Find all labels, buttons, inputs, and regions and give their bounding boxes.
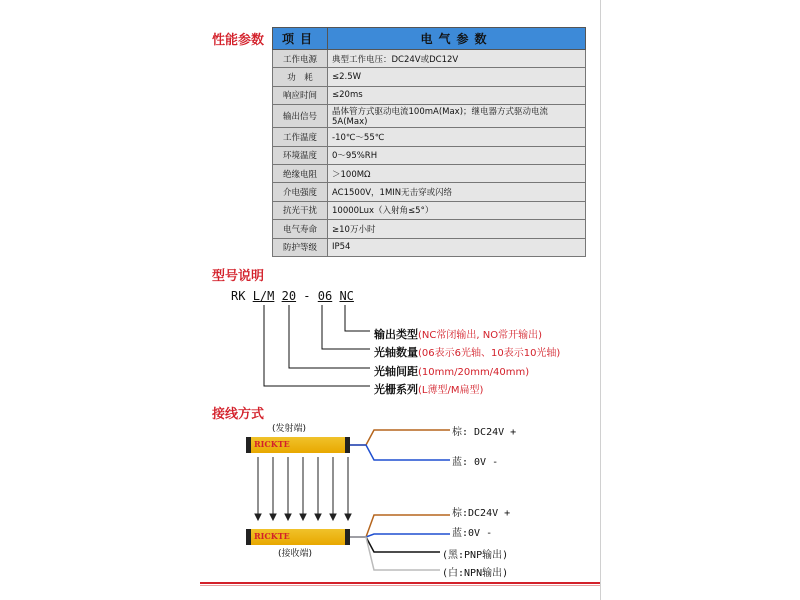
model-part-count: 06 bbox=[317, 289, 333, 303]
table-cell-value: ≤2.5W bbox=[328, 68, 586, 86]
table-cell-item: 工作电源 bbox=[273, 50, 328, 68]
receiver-brand: RICKTE bbox=[254, 531, 290, 541]
model-item-count-name: 光轴数量 bbox=[374, 346, 418, 359]
bottom-accent-line-light bbox=[200, 585, 600, 586]
model-part-output: NC bbox=[339, 289, 354, 303]
receiver-bar-left-cap bbox=[246, 529, 251, 545]
table-cell-item: 输出信号 bbox=[273, 105, 328, 128]
model-part-series: L/M bbox=[252, 289, 275, 303]
emitter-label: (发射端) bbox=[272, 424, 307, 434]
bottom-accent-line bbox=[200, 582, 600, 584]
table-cell-value: 典型工作电压：DC24V或DC12V bbox=[328, 50, 586, 68]
table-cell-value: ≥10万小时 bbox=[328, 220, 586, 238]
emitter-wire-brown: 棕: DC24V + bbox=[452, 427, 517, 438]
table-cell-item: 工作温度 bbox=[273, 128, 328, 146]
table-cell-value: 晶体管方式驱动电流100mA(Max)；继电器方式驱动电流5A(Max) bbox=[328, 105, 586, 128]
receiver-bar bbox=[246, 529, 350, 545]
receiver-label: (接收端) bbox=[278, 549, 313, 559]
model-part-spacing: 20 bbox=[281, 289, 297, 303]
model-item-spacing-name: 光轴间距 bbox=[374, 365, 418, 378]
receiver-wire-brown: 棕:DC24V + bbox=[452, 508, 511, 519]
table-cell-value: IP54 bbox=[328, 238, 586, 256]
section-title-performance: 性能参数 bbox=[212, 33, 265, 48]
table-header-params: 电气参数 bbox=[328, 28, 586, 50]
table-cell-item: 绝缘电阻 bbox=[273, 164, 328, 182]
table-cell-item: 环境温度 bbox=[273, 146, 328, 164]
model-item-output-name: 输出类型 bbox=[374, 328, 418, 341]
model-item-series-name: 光栅系列 bbox=[374, 383, 418, 396]
table-cell-item: 功 耗 bbox=[273, 68, 328, 86]
model-item-series-desc: (L薄型/M扁型) bbox=[418, 385, 484, 396]
table-cell-value: AC1500V，1MIN无击穿或闪络 bbox=[328, 183, 586, 201]
model-item-spacing-desc: (10mm/20mm/40mm) bbox=[418, 367, 530, 378]
table-cell-item: 介电强度 bbox=[273, 183, 328, 201]
table-cell-item: 防护等级 bbox=[273, 238, 328, 256]
page-divider-line bbox=[600, 0, 601, 600]
table-cell-item: 响应时间 bbox=[273, 86, 328, 104]
model-part-prefix: RK bbox=[231, 289, 246, 303]
section-title-wiring: 接线方式 bbox=[212, 407, 265, 422]
model-item-output-desc: (NC常闭输出, NO常开输出) bbox=[418, 330, 542, 341]
receiver-wire-blue: 蓝:0V - bbox=[452, 528, 493, 539]
emitter-wire-blue: 蓝: 0V - bbox=[452, 457, 499, 468]
table-cell-item: 抗光干扰 bbox=[273, 201, 328, 219]
table-cell-value: -10℃～55℃ bbox=[328, 128, 586, 146]
table-cell-value: ≤20ms bbox=[328, 86, 586, 104]
table-header-item: 项目 bbox=[273, 28, 328, 50]
model-item-count-desc: (06表示6光轴、10表示10光轴) bbox=[418, 348, 561, 359]
model-part-dash: - bbox=[303, 289, 311, 303]
table-cell-value: 10000Lux（入射角≤5°） bbox=[328, 201, 586, 219]
receiver-bar-right-cap bbox=[345, 529, 350, 545]
section-title-model: 型号说明 bbox=[212, 269, 265, 284]
receiver-wire-black: (黑:PNP输出) bbox=[442, 550, 509, 561]
emitter-brand: RICKTE bbox=[254, 439, 290, 449]
table-cell-item: 电气寿命 bbox=[273, 220, 328, 238]
table-cell-value: ＞100MΩ bbox=[328, 164, 586, 182]
table-cell-value: 0～95%RH bbox=[328, 146, 586, 164]
receiver-wire-white: (白:NPN输出) bbox=[442, 568, 509, 579]
